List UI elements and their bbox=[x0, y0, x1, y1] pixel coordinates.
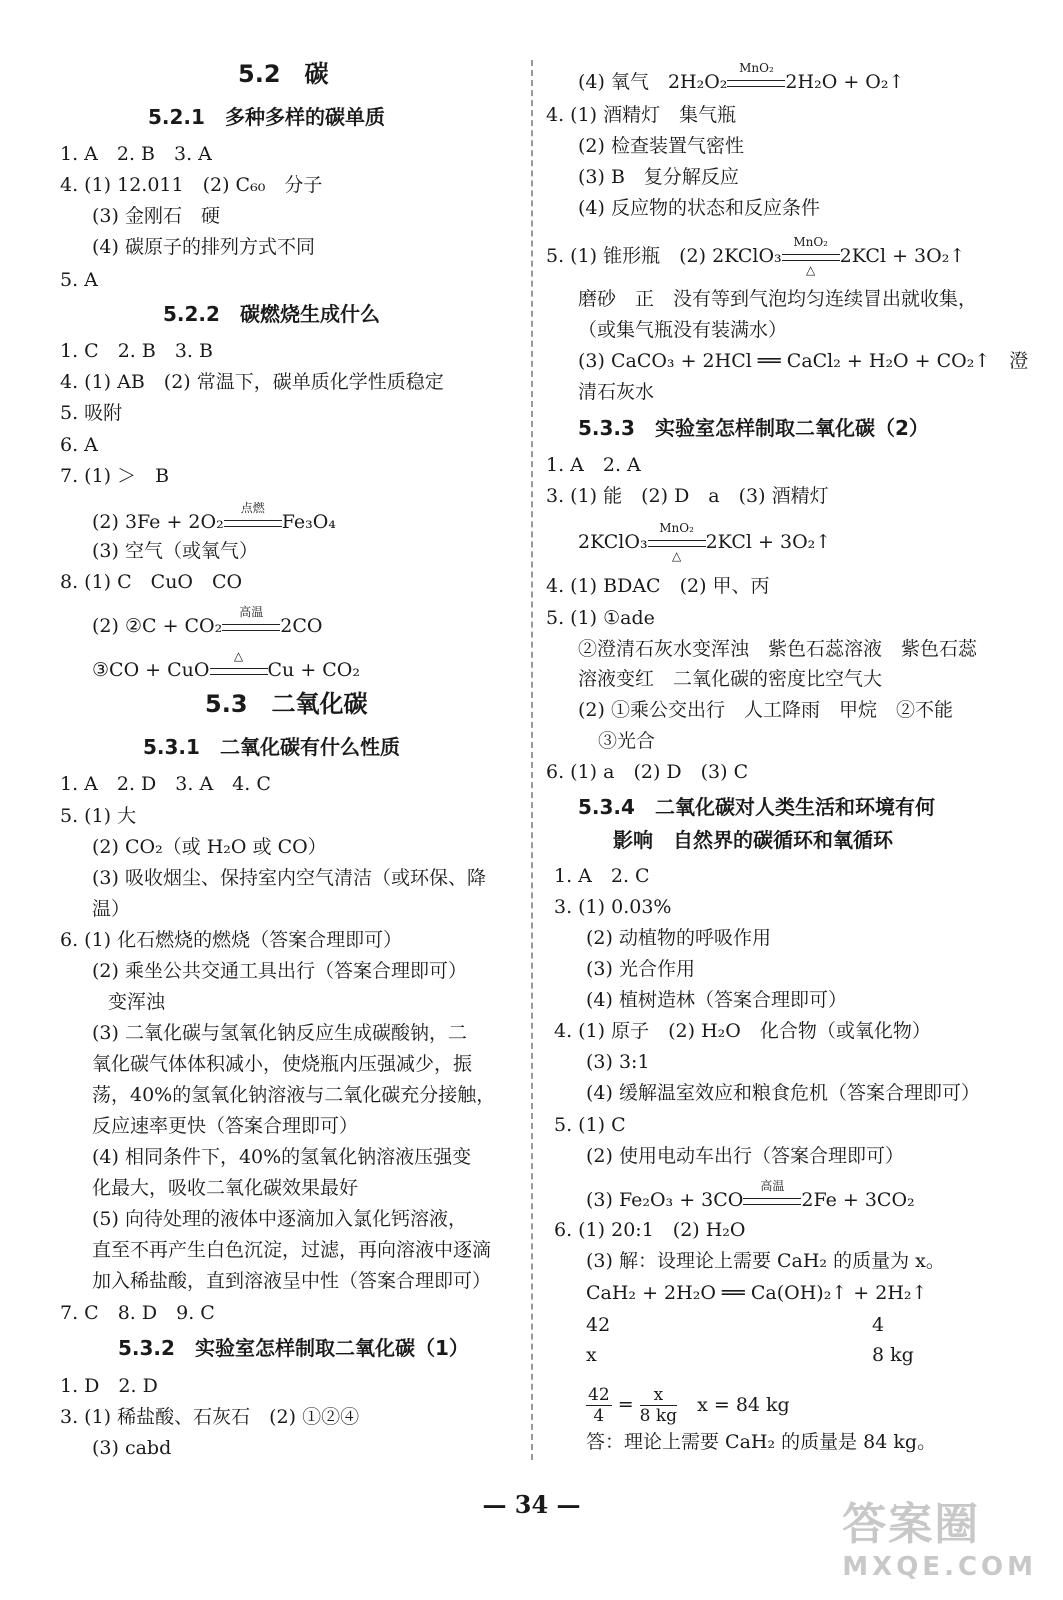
subsection-title-5-3-1: 5.3.1 二氧化碳有什么性质 bbox=[143, 735, 400, 759]
equation-right: 2KCl + 3O₂↑ bbox=[705, 531, 832, 553]
ratio-value: 8 kg bbox=[872, 1344, 914, 1366]
reaction-arrow bbox=[222, 605, 280, 640]
equation-line bbox=[546, 235, 966, 277]
fraction-equation: $\frac{42}{4}$ = $\frac{x}{8 kg}$ x = 84 kg bbox=[588, 1385, 790, 1426]
answer-line: (2) ①乘公交出行 人工降雨 甲烷 ②不能 bbox=[578, 699, 953, 721]
answer-line: 1. A 2. B 3. A bbox=[60, 143, 212, 165]
equation-left: 5. (1) 锥形瓶 (2) 2KClO₃ bbox=[546, 245, 782, 267]
answer-line: 6. (1) a (2) D (3) C bbox=[546, 761, 749, 783]
equation-left: (3) Fe₂O₃ + 3CO bbox=[586, 1189, 744, 1211]
answer-line: (2) CO₂（或 H₂O 或 CO） bbox=[92, 836, 327, 858]
answer-line: (3) 空气（或氧气） bbox=[92, 540, 258, 562]
equation-line bbox=[92, 649, 361, 684]
reaction-condition: △ bbox=[671, 549, 682, 563]
equation-line: CaH₂ + 2H₂O ══ Ca(OH)₂↑ + 2H₂↑ bbox=[586, 1282, 928, 1304]
reaction-condition: △ bbox=[233, 649, 244, 663]
answer-line: 6. A bbox=[60, 434, 98, 456]
fraction: $\frac{42}{4}$ bbox=[588, 1385, 610, 1426]
answer-line: 5. (1) ①ade bbox=[546, 607, 655, 629]
answer-line: (3) 解：设理论上需要 CaH₂ 的质量为 x。 bbox=[586, 1250, 945, 1272]
answer-line: 7. (1) ＞ B bbox=[60, 465, 170, 487]
fraction: $\frac{x}{8 kg}$ bbox=[639, 1385, 678, 1426]
equation-line bbox=[92, 501, 336, 536]
answer-line: 4. (1) 酒精灯 集气瓶 bbox=[546, 104, 737, 126]
answer-line: (2) 使用电动车出行（答案合理即可） bbox=[586, 1145, 904, 1167]
answer-line: ②澄清石灰水变浑浊 紫色石蕊溶液 紫色石蕊 bbox=[578, 638, 978, 660]
answer-line: (2) 乘坐公共交通工具出行（答案合理即可） bbox=[92, 960, 467, 982]
answer-line: (3) B 复分解反应 bbox=[578, 166, 739, 188]
answer-line: (3) 二氧化碳与氢氧化钠反应生成碳酸钠，二 bbox=[92, 1022, 467, 1044]
equation-left: ③CO + CuO bbox=[92, 659, 210, 681]
final-answer: 答：理论上需要 CaH₂ 的质量是 84 kg。 bbox=[586, 1431, 937, 1453]
answer-line: 3. (1) 能 (2) D a (3) 酒精灯 bbox=[546, 485, 829, 507]
equation-right: 2H₂O + O₂↑ bbox=[785, 71, 905, 93]
answer-line: 1. A 2. A bbox=[546, 454, 641, 476]
equation-line bbox=[578, 61, 905, 96]
equation-line bbox=[586, 1179, 915, 1214]
answer-line: 磨砂 正 没有等到气泡均匀连续冒出就收集， bbox=[578, 288, 978, 310]
answer-line: 清石灰水 bbox=[578, 381, 655, 403]
equation-line bbox=[92, 605, 323, 640]
equation-left: (4) 氧气 2H₂O₂ bbox=[578, 71, 728, 93]
subsection-title-5-3-2: 5.3.2 实验室怎样制取二氧化碳（1） bbox=[118, 1336, 469, 1360]
reaction-condition: 高温 bbox=[239, 605, 264, 619]
ratio-value: 42 bbox=[586, 1314, 611, 1336]
section-title-5-3: 5.3 二氧化碳 bbox=[205, 690, 368, 718]
equation-right: 2Fe + 3CO₂ bbox=[801, 1189, 915, 1211]
answer-line: 4. (1) AB (2) 常温下，碳单质化学性质稳定 bbox=[60, 371, 444, 393]
section-title-5-2: 5.2 碳 bbox=[238, 60, 329, 88]
reaction-condition: MnO₂ bbox=[659, 521, 694, 535]
answer-line: (3) cabd bbox=[92, 1437, 172, 1459]
subsection-title-5-2-1: 5.2.1 多种多样的碳单质 bbox=[148, 105, 385, 129]
answer-line: 直至不再产生白色沉淀，过滤，再向溶液中逐滴 bbox=[92, 1239, 492, 1261]
reaction-condition: 点燃 bbox=[240, 501, 265, 515]
reaction-arrow bbox=[210, 649, 268, 684]
answer-line: (4) 缓解温室效应和粮食危机（答案合理即可） bbox=[586, 1082, 980, 1104]
equation-left: (2) ②C + CO₂ bbox=[92, 615, 223, 637]
watermark-logo: 答案圈 MXQE.COM bbox=[842, 1499, 1037, 1582]
answer-line: 温） bbox=[92, 898, 131, 920]
answer-line: 1. C 2. B 3. B bbox=[60, 340, 213, 362]
ratio-value: x bbox=[586, 1344, 597, 1366]
answer-line: (4) 相同条件下，40%的氢氧化钠溶液压强变 bbox=[92, 1146, 472, 1168]
answer-line: 变浑浊 bbox=[108, 991, 166, 1013]
equation-right: Fe₃O₄ bbox=[281, 511, 336, 533]
answer-line: (4) 碳原子的排列方式不同 bbox=[92, 236, 315, 258]
answer-line: (2) 检查装置气密性 bbox=[578, 135, 744, 157]
reaction-condition: MnO₂ bbox=[739, 61, 774, 75]
column-divider bbox=[531, 60, 533, 1460]
answer-line: 3. (1) 稀盐酸、石灰石 (2) ①②④ bbox=[60, 1406, 360, 1428]
answer-line: 荡，40%的氢氧化钠溶液与二氧化碳充分接触， bbox=[92, 1084, 496, 1106]
answer-line: 4. (1) 12.011 (2) C₆₀ 分子 bbox=[60, 174, 323, 196]
reaction-arrow bbox=[782, 235, 840, 277]
answer-line: 7. C 8. D 9. C bbox=[60, 1302, 215, 1324]
answer-line: (2) 动植物的呼吸作用 bbox=[586, 927, 771, 949]
answer-line: （或集气瓶没有装满水） bbox=[578, 319, 788, 341]
page-number: — 34 — bbox=[482, 1490, 581, 1519]
answer-line: 3. (1) 0.03% bbox=[554, 896, 672, 918]
answer-line: 溶液变红 二氧化碳的密度比空气大 bbox=[578, 668, 883, 690]
answer-line: 8. (1) C CuO CO bbox=[60, 571, 243, 593]
answer-line: 5. A bbox=[60, 269, 98, 291]
equation-right: 2KCl + 3O₂↑ bbox=[839, 245, 966, 267]
answer-line: 4. (1) BDAC (2) 甲、丙 bbox=[546, 575, 770, 597]
equation-left: 2KClO₃ bbox=[578, 531, 648, 553]
answer-line: 4. (1) 原子 (2) H₂O 化合物（或氧化物） bbox=[554, 1020, 931, 1042]
subsection-title-5-2-2: 5.2.2 碳燃烧生成什么 bbox=[163, 302, 380, 326]
answer-line: (4) 植树造林（答案合理即可） bbox=[586, 989, 847, 1011]
answer-line: 5. (1) C bbox=[554, 1114, 626, 1136]
subsection-title-5-3-3: 5.3.3 实验室怎样制取二氧化碳（2） bbox=[578, 416, 929, 440]
answer-line: (3) CaCO₃ + 2HCl ══ CaCl₂ + H₂O + CO₂↑ 澄 bbox=[578, 350, 1029, 372]
answer-line: (3) 3:1 bbox=[586, 1051, 650, 1073]
answer-line: (5) 向待处理的液体中逐滴加入氯化钙溶液， bbox=[92, 1208, 467, 1230]
answer-line: 氧化碳气体体积减小，使烧瓶内压强减少，振 bbox=[92, 1053, 473, 1075]
answer-line: 1. A 2. C bbox=[554, 865, 650, 887]
equation-right: 2CO bbox=[280, 615, 323, 637]
subsection-title-5-3-4-cont: 影响 自然界的碳循环和氧循环 bbox=[613, 828, 893, 852]
reaction-arrow bbox=[648, 521, 706, 563]
answer-line: 1. D 2. D bbox=[60, 1375, 158, 1397]
equation-left: (2) 3Fe + 2O₂ bbox=[92, 511, 224, 533]
subsection-title-5-3-4: 5.3.4 二氧化碳对人类生活和环境有何 bbox=[578, 795, 935, 819]
answer-line: 加入稀盐酸，直到溶液呈中性（答案合理即可） bbox=[92, 1270, 492, 1292]
answer-line: 6. (1) 20:1 (2) H₂O bbox=[554, 1219, 746, 1241]
reaction-arrow bbox=[224, 501, 282, 536]
equation-line bbox=[578, 521, 832, 563]
answer-line: 6. (1) 化石燃烧的燃烧（答案合理即可） bbox=[60, 929, 403, 951]
answer-line: (4) 反应物的状态和反应条件 bbox=[578, 197, 820, 219]
reaction-condition: MnO₂ bbox=[793, 235, 828, 249]
reaction-condition: △ bbox=[806, 263, 816, 277]
answer-line: (3) 光合作用 bbox=[586, 958, 695, 980]
reaction-arrow bbox=[743, 1179, 801, 1214]
answer-line: 化最大，吸收二氧化碳效果最好 bbox=[92, 1177, 359, 1199]
fraction-result: x = 84 kg bbox=[697, 1393, 790, 1416]
answer-line: 5. (1) 大 bbox=[60, 805, 137, 827]
answer-line: 1. A 2. D 3. A 4. C bbox=[60, 773, 271, 795]
answer-line: (3) 金刚石 硬 bbox=[92, 205, 220, 227]
answer-line: 5. 吸附 bbox=[60, 402, 123, 424]
reaction-condition: 高温 bbox=[760, 1179, 785, 1193]
reaction-arrow bbox=[727, 61, 785, 96]
answer-line: 反应速率更快（答案合理即可） bbox=[92, 1115, 359, 1137]
ratio-value: 4 bbox=[872, 1314, 885, 1336]
answer-line: ③光合 bbox=[598, 730, 656, 752]
equation-right: Cu + CO₂ bbox=[267, 659, 361, 681]
answer-line: (3) 吸收烟尘、保持室内空气清洁（或环保、降 bbox=[92, 867, 486, 889]
